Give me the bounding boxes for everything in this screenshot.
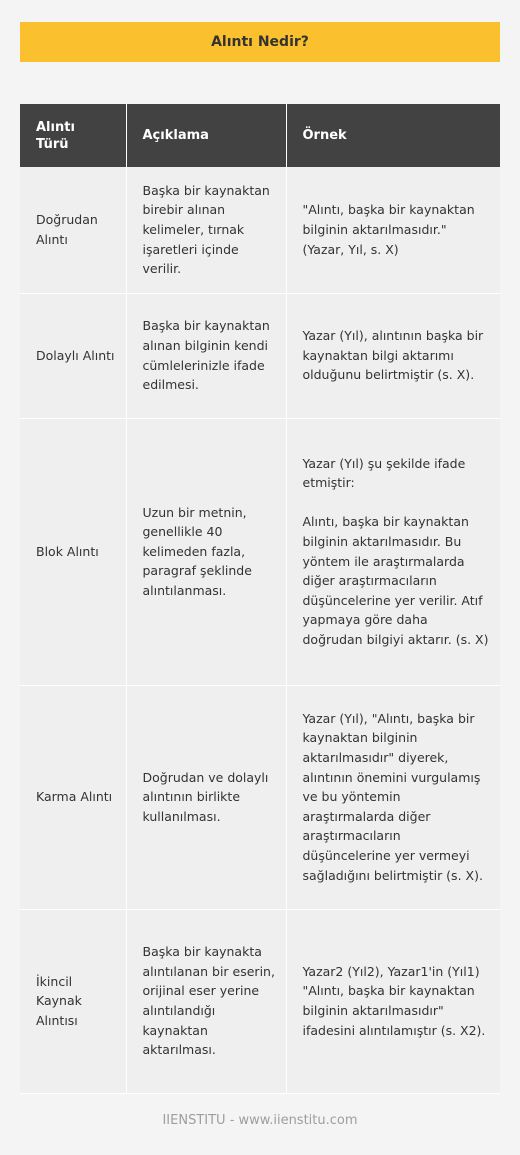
header-type: Alıntı Türü [20,104,126,167]
cell-example: Yazar (Yıl), "Alıntı, başka bir kaynaktan bilginin aktarılmasıdır" diyerek, alıntının önemini vurgulamış ve bu yöntemin araştırmalarda diğer araştırmacıların düşüncelerine yer vermeyi sağladığını belirtmiştir (s. X). [286,685,500,909]
table-row [20,418,500,685]
cell-description: Başka bir kaynaktan alınan bilginin kendi cümlelerinizle ifade edilmesi. [126,293,286,418]
cell-description: Uzun bir metnin, genellikle 40 kelimeden fazla, paragraf şeklinde alıntılanması. [126,418,286,685]
page-title: Alıntı Nedir? [211,34,309,50]
table-row [20,685,500,909]
cell-description: Başka bir kaynakta alıntılanan bir eserin, orijinal eser yerine alıntılandığı kaynaktan aktarılması. [126,909,286,1093]
table-row [20,293,500,418]
table-header-row [20,104,500,167]
cell-description: Başka bir kaynaktan birebir alınan kelimeler, tırnak işaretleri içinde verilir. [126,167,286,293]
cell-example: Yazar (Yıl), alıntının başka bir kaynaktan bilgi aktarımı olduğunu belirtmiştir (s. X). [286,293,500,418]
cell-type: Karma Alıntı [20,685,126,909]
header-description: Açıklama [126,104,286,167]
footer-credit: IIENSTITU - www.iienstitu.com [162,1113,358,1128]
table-row [20,909,500,1093]
cell-type: İkincil Kaynak Alıntısı [20,909,126,1093]
cell-description: Doğrudan ve dolaylı alıntının birlikte kullanılması. [126,685,286,909]
cell-example: Yazar (Yıl) şu şekilde ifade etmiştir: Alıntı, başka bir kaynaktan bilginin aktarılmasıdır. Bu yöntem ile araştırmalarda diğer araştırmacıların düşüncelerine yer verilir. Atıf yapmaya göre daha doğrudan bilgiyi aktarır. (s. X) [286,418,500,685]
cell-type: Dolaylı Alıntı [20,293,126,418]
table-row [20,167,500,293]
header-example: Örnek [286,104,500,167]
cell-example: "Alıntı, başka bir kaynaktan bilginin aktarılmasıdır." (Yazar, Yıl, s. X) [286,167,500,293]
cell-type: Blok Alıntı [20,418,126,685]
cell-type: Doğrudan Alıntı [20,167,126,293]
quote-types-table [20,104,500,1094]
cell-example: Yazar2 (Yıl2), Yazar1'in (Yıl1) "Alıntı, başka bir kaynaktan bilginin aktarılmasıdır" ifadesini alıntılamıştır (s. X2). [286,909,500,1093]
title-banner [20,22,500,62]
